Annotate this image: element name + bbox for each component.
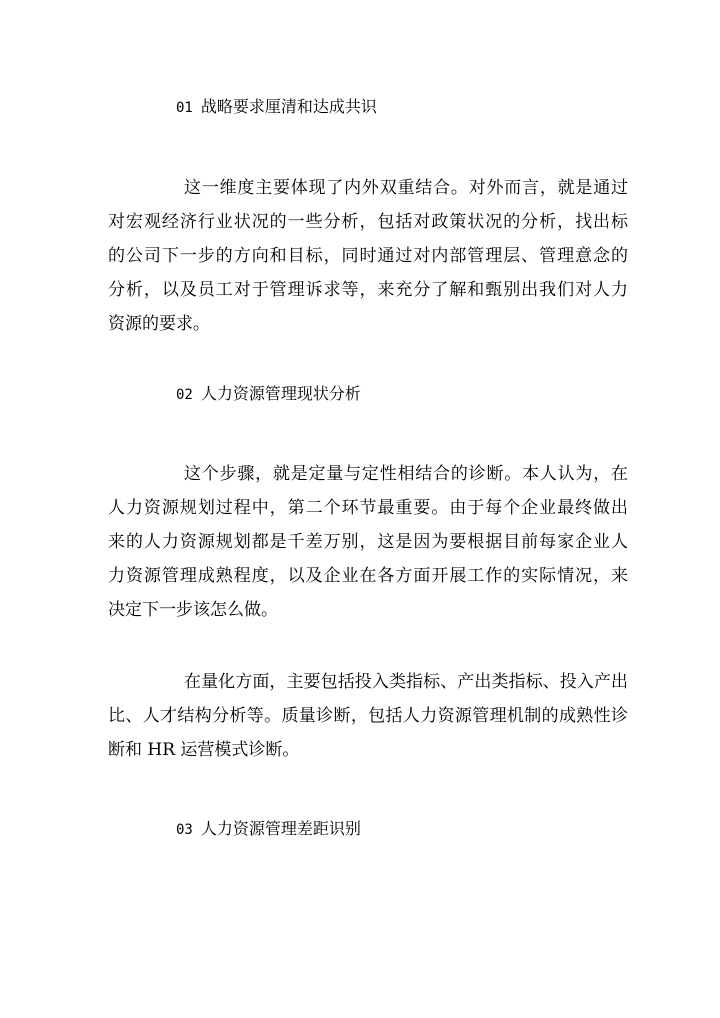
paragraph-3 [108,665,628,767]
paragraph-line: 这一维度主要体现了内外双重结合。对外而言，就是通过 [184,178,628,198]
section-title: 人力资源管理差距识别 [200,819,361,838]
paragraph-line: 力资源管理成熟程度，以及企业在各方面开展工作的实际情况，来 [108,566,628,586]
section-title: 人力资源管理现状分析 [200,384,361,403]
paragraph-line: 分析，以及员工对于管理诉求等，来充分了解和甄别出我们对人力 [108,280,628,300]
paragraph-line: 来的人力资源规划都是千差万别，这是因为要根据目前每家企业人 [108,532,628,552]
paragraph-line: 决定下一步该怎么做。 [108,600,278,620]
section-heading-03 [176,818,361,841]
section-number: 03 [176,822,193,838]
section-title: 战略要求厘清和达成共识 [200,97,377,116]
section-number: 01 [176,100,193,116]
section-number: 02 [176,387,193,403]
paragraph-line: 断和 HR 运营模式诊断。 [108,740,300,760]
paragraph-line: 这个步骤，就是定量与定性相结合的诊断。本人认为，在 [184,464,628,484]
paragraph-1 [108,171,628,341]
paragraph-line: 比、人才结构分析等。质量诊断，包括人力资源管理机制的成熟性诊 [108,706,628,726]
paragraph-2 [108,457,628,627]
paragraph-line: 人力资源规划过程中，第二个环节最重要。由于每个企业最终做出 [108,498,628,518]
paragraph-line: 对宏观经济行业状况的一些分析，包括对政策状况的分析，找出标 [108,212,628,232]
section-heading-01 [176,96,377,119]
paragraph-line: 的公司下一步的方向和目标，同时通过对内部管理层、管理意念的 [108,246,628,266]
paragraph-line: 资源的要求。 [108,314,210,334]
section-heading-02 [176,383,361,406]
paragraph-line: 在量化方面，主要包括投入类指标、产出类指标、投入产出 [184,672,628,692]
